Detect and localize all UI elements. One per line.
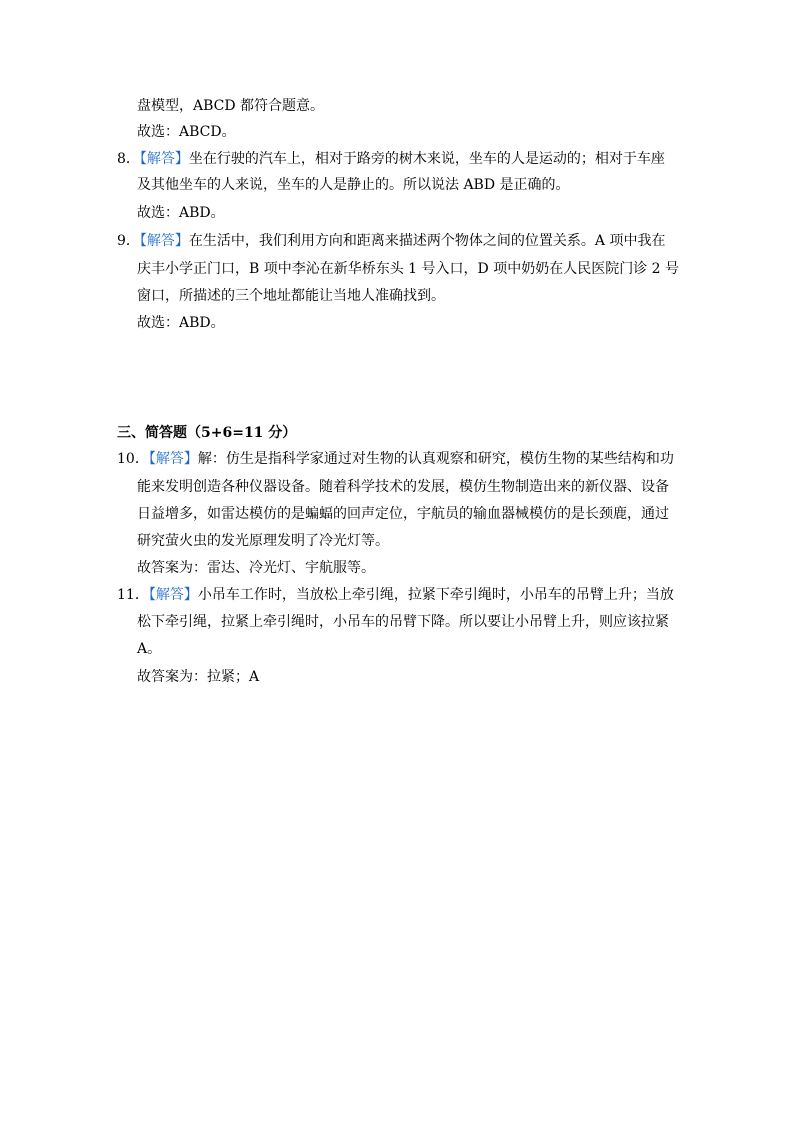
q8-text-1: 坐在行驶的汽车上，相对于路旁的树木来说，坐车的人是运动的；相对于车座 — [188, 151, 665, 167]
q8-choice: 故选：ABD。 — [137, 205, 225, 221]
q9-answer-tag: 【解答】 — [139, 233, 189, 249]
q11-answer-tag: 【解答】 — [148, 587, 198, 603]
q10-line-4: 研究萤火虫的发光原理发明了冷光灯等。 — [137, 533, 389, 549]
q11-number: 11． — [117, 587, 149, 603]
q9-text-1: 在生活中，我们利用方向和距离来描述两个物体之间的位置关系。A 项中我在 — [188, 233, 666, 249]
q11-line-1 — [117, 585, 674, 605]
q8-answer-tag: 【解答】 — [139, 151, 189, 167]
q9-line-1 — [117, 231, 665, 251]
q10-line-3: 日益增多，如雷达模仿的是蝙蝠的回声定位，宇航员的输血器械模仿的是长颈鹿，通过 — [137, 506, 669, 522]
q8-number: 8． — [117, 151, 140, 167]
q9-line-2: 庆丰小学正门口，B 项中李沁在新华桥东头 1 号入口，D 项中奶奶在人民医院门诊 2 号 — [137, 261, 680, 277]
q10-number: 10． — [117, 451, 149, 467]
q10-text-1: 解：仿生是指科学家通过对生物的认真观察和研究，模仿生物的某些结构和功 — [197, 451, 674, 467]
q11-line-3: A。 — [137, 641, 162, 657]
q9-number: 9． — [117, 233, 140, 249]
q9-line-3: 窗口，所描述的三个地址都能让当地人准确找到。 — [137, 288, 445, 304]
section-3-heading: 三、简答题（5+6=11 分） — [117, 425, 297, 441]
q8-line-1 — [117, 149, 665, 169]
q10-line-2: 能来发明创造各种仪器设备。随着科学技术的发展，模仿生物制造出来的新仪器、设备 — [137, 479, 669, 495]
q7-explanation-line: 盘模型，ABCD 都符合题意。 — [137, 98, 325, 114]
q11-answer: 故答案为：拉紧；A — [137, 669, 260, 685]
q11-text-1: 小吊车工作时，当放松上牵引绳，拉紧下牵引绳时，小吊车的吊臂上升；当放 — [197, 587, 674, 603]
q7-choice: 故选：ABCD。 — [137, 124, 236, 140]
q9-choice: 故选：ABD。 — [137, 315, 225, 331]
q10-line-1 — [117, 449, 674, 469]
q8-line-2: 及其他坐车的人来说，坐车的人是静止的。所以说法 ABD 是正确的。 — [137, 177, 570, 193]
q10-answer-tag: 【解答】 — [148, 451, 198, 467]
q10-answer: 故答案为：雷达、冷光灯、宇航服等。 — [137, 560, 375, 576]
q11-line-2: 松下牵引绳，拉紧上牵引绳时，小吊车的吊臂下降。所以要让小吊臂上升，则应该拉紧 — [137, 614, 669, 630]
